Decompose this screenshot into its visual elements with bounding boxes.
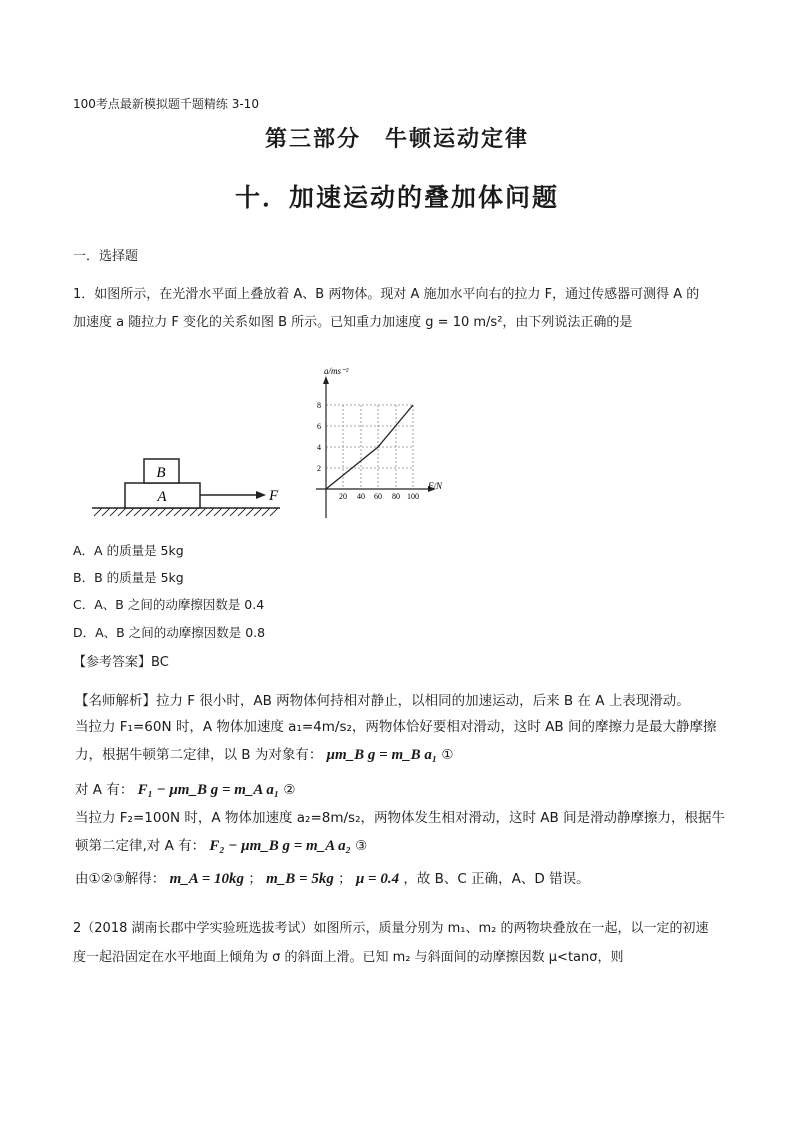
block-b-label: B [156,465,166,481]
equation-2: F₁ − μm_B g = m_A a₁ [137,782,280,798]
option-c: C．A、B 之间的动摩擦因数是 0.4 [73,597,265,612]
x-tick-label: 100 [407,492,419,501]
x-tick-label: 40 [357,492,365,501]
analysis-line-7: 由①②③解得： m_A = 10kg ； m_B = 5kg ； μ = 0.4 ，故 B、C 正确，A、D 错误。 [75,871,590,887]
analysis-line-4 [75,778,296,799]
x-tick-label: 80 [392,492,400,501]
graph-grid [326,405,414,489]
block-a-label: A [157,489,167,505]
question-1-line-2: 加速度 a 随拉力 F 变化的关系如图 B 所示。已知重力加速度 g = 10 m/s²，由下列说法正确的是 [73,315,633,330]
force-arrowhead [256,491,266,499]
result-mass-a: m_A = 10kg [169,871,245,887]
y-tick-label: 8 [317,401,321,410]
y-tick-label: 2 [317,464,321,473]
y-axis-label: a/ms⁻² [324,366,349,376]
part-title: 第三部分 牛顿运动定律 [264,127,529,152]
section-title: 十．加速运动的叠加体问题 [234,183,559,212]
analysis-line-2: 当拉力 F₁=60N 时，A 物体加速度 a₁=4m/s₂，两物体恰好要相对滑动，这时 AB 间的摩擦力是最大静摩擦 [75,719,717,735]
analysis-text: 顿第二定律,对 A 有： [75,838,206,854]
a-f-graph [306,366,456,522]
analysis-text: 由①②③解得： [75,871,166,887]
analysis-line-5: 当拉力 F₂=100N 时，A 物体加速度 a₂=8m/s₂，两物体发生相对滑动，这时 AB 间是滑动静摩擦力，根据牛 [75,810,726,826]
question-2-line-2: 度一起沿固定在水平地面上倾角为 σ 的斜面上滑。已知 m₂ 与斜面间的动摩擦因数 μ<tanσ，则 [73,950,624,965]
analysis-text: 对 A 有： [75,782,134,798]
y-tick-label: 6 [317,422,321,431]
x-tick-label: 60 [374,492,382,501]
equation-3: F₂ − μm_B g = m_A a₂ [209,838,351,854]
equation-marker: ③ [355,838,368,854]
equation-1: μm_B g = m_B a₁ [326,747,438,763]
equation-marker: ② [283,782,296,798]
result-mass-b: m_B = 5kg [266,871,334,887]
x-tick-label: 20 [339,492,347,501]
analysis-conclusion: ，故 B、C 正确，A、D 错误。 [403,871,590,887]
question-2-line-1: 2（2018 湖南长郡中学实验班选拔考试）如图所示，质量分别为 m₁、m₂ 的两物块叠放在一起，以一定的初速 [73,921,709,936]
block-figure [88,450,288,522]
header-line: 100考点最新模拟题千题精练 3-10 [73,97,259,111]
option-d: D．A、B 之间的动摩擦因数是 0.8 [73,625,266,640]
option-b: B．B 的质量是 5kg [73,570,184,585]
force-label: F [269,488,279,504]
analysis-line-6 [75,834,367,855]
result-mu: μ = 0.4 [355,871,400,887]
y-tick-label: 4 [317,443,321,452]
option-a: A．A 的质量是 5kg [73,543,184,558]
analysis-line-1: 【名师解析】拉力 F 很小时，AB 两物体何持相对静止，以相同的加速运动，后来 B 在 A 上表现滑动。 [75,693,690,709]
section-heading: 一．选择题 [73,249,139,264]
equation-marker: ① [441,747,454,763]
question-1-line-1: 1．如图所示，在光滑水平面上叠放着 A、B 两物体。现对 A 施加水平向右的拉力 F，通过传感器可测得 A 的 [73,287,700,302]
analysis-line-3 [75,743,454,764]
x-axis-label: F/N [428,481,443,491]
analysis-text: 力，根据牛顿第二定律，以 B 为对象有： [75,747,323,763]
reference-answer: 【参考答案】BC [73,655,169,670]
